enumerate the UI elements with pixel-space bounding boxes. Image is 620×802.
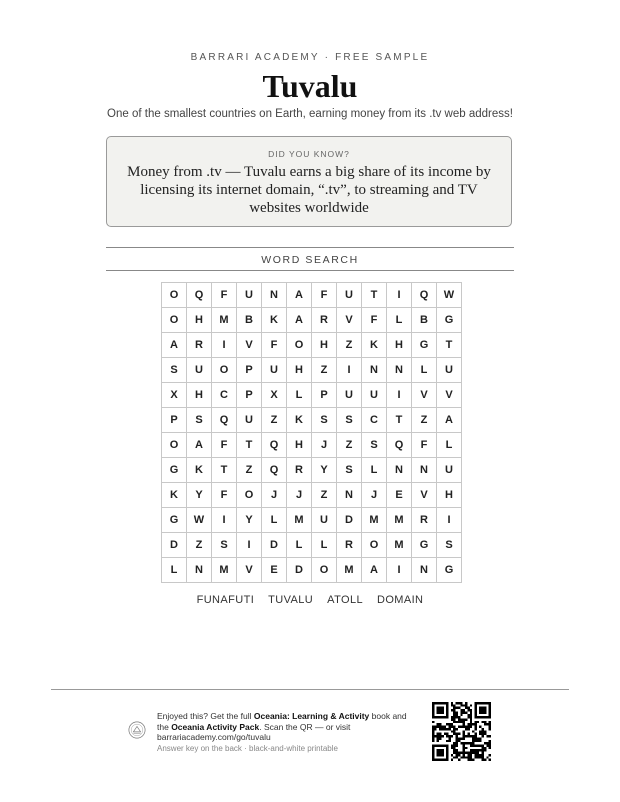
grid-cell[interactable]: O: [162, 433, 187, 458]
grid-cell[interactable]: P: [237, 358, 262, 383]
grid-cell[interactable]: M: [287, 508, 312, 533]
grid-cell[interactable]: N: [362, 358, 387, 383]
grid-cell[interactable]: R: [412, 508, 437, 533]
grid-cell[interactable]: Y: [187, 483, 212, 508]
grid-cell[interactable]: N: [387, 358, 412, 383]
word-search-grid: [161, 282, 462, 583]
grid-cell[interactable]: P: [162, 408, 187, 433]
grid-cell[interactable]: L: [312, 533, 337, 558]
word-list-item: ATOLL: [327, 594, 363, 606]
grid-cell[interactable]: V: [412, 383, 437, 408]
grid-cell[interactable]: V: [412, 483, 437, 508]
grid-cell[interactable]: H: [287, 433, 312, 458]
grid-cell[interactable]: V: [237, 558, 262, 583]
grid-cell[interactable]: H: [387, 333, 412, 358]
grid-cell[interactable]: S: [337, 458, 362, 483]
grid-cell[interactable]: K: [187, 458, 212, 483]
grid-cell[interactable]: N: [262, 283, 287, 308]
grid-cell[interactable]: B: [237, 308, 262, 333]
footer-link-text[interactable]: . Scan the QR — or visit barrariacademy.com/go/tuvalu: [157, 721, 351, 742]
grid-cell[interactable]: P: [237, 383, 262, 408]
grid-cell[interactable]: D: [162, 533, 187, 558]
grid-cell[interactable]: Z: [262, 408, 287, 433]
footer-rule: [51, 689, 569, 690]
grid-row: [162, 283, 462, 308]
grid-cell[interactable]: M: [387, 533, 412, 558]
page-title: Tuvalu: [262, 68, 358, 104]
grid-cell[interactable]: F: [212, 283, 237, 308]
grid-cell[interactable]: H: [187, 308, 212, 333]
grid-cell[interactable]: L: [362, 458, 387, 483]
word-search-heading: WORD SEARCH: [261, 254, 359, 266]
grid-cell[interactable]: G: [162, 508, 187, 533]
grid-cell[interactable]: O: [362, 533, 387, 558]
grid-cell[interactable]: F: [212, 433, 237, 458]
grid-cell[interactable]: Z: [337, 433, 362, 458]
grid-cell[interactable]: Y: [237, 508, 262, 533]
grid-cell[interactable]: J: [362, 483, 387, 508]
grid-cell[interactable]: R: [187, 333, 212, 358]
grid-row: [162, 558, 462, 583]
grid-cell[interactable]: I: [237, 533, 262, 558]
grid-cell[interactable]: S: [337, 408, 362, 433]
grid-cell[interactable]: N: [412, 458, 437, 483]
grid-cell[interactable]: K: [362, 333, 387, 358]
grid-cell[interactable]: O: [212, 358, 237, 383]
grid-cell[interactable]: Z: [187, 533, 212, 558]
footer-note: Answer key on the back · black-and-white printable: [157, 743, 338, 753]
grid-cell[interactable]: Z: [337, 333, 362, 358]
grid-cell[interactable]: H: [287, 358, 312, 383]
grid-cell[interactable]: Z: [412, 408, 437, 433]
grid-cell[interactable]: W: [187, 508, 212, 533]
grid-cell[interactable]: S: [162, 358, 187, 383]
grid-cell[interactable]: S: [362, 433, 387, 458]
grid-cell[interactable]: N: [412, 558, 437, 583]
grid-cell[interactable]: Q: [387, 433, 412, 458]
grid-cell[interactable]: K: [162, 483, 187, 508]
grid-cell[interactable]: E: [262, 558, 287, 583]
grid-cell[interactable]: U: [237, 408, 262, 433]
grid-cell[interactable]: D: [287, 558, 312, 583]
footer-pack-title: Oceania Activity Pack: [171, 721, 260, 732]
grid-cell[interactable]: T: [437, 333, 462, 358]
grid-cell[interactable]: R: [287, 458, 312, 483]
grid-cell[interactable]: Q: [412, 283, 437, 308]
grid-cell[interactable]: I: [337, 358, 362, 383]
grid-row: [162, 508, 462, 533]
footer-middle: book and the: [157, 711, 407, 732]
grid-cell[interactable]: U: [362, 383, 387, 408]
grid-cell[interactable]: L: [287, 383, 312, 408]
grid-cell[interactable]: G: [162, 458, 187, 483]
footer-prefix: Enjoyed this? Get the full: [157, 711, 254, 721]
grid-cell[interactable]: O: [162, 283, 187, 308]
grid-cell[interactable]: P: [312, 383, 337, 408]
grid-cell[interactable]: U: [337, 283, 362, 308]
grid-row: [162, 433, 462, 458]
grid-cell[interactable]: Q: [262, 458, 287, 483]
footer-book-title: Oceania: Learning & Activity: [253, 711, 370, 721]
grid-cell[interactable]: O: [162, 308, 187, 333]
grid-cell[interactable]: Y: [312, 458, 337, 483]
word-list-item: TUVALU: [268, 594, 314, 606]
grid-cell[interactable]: K: [262, 308, 287, 333]
grid-cell[interactable]: N: [187, 558, 212, 583]
grid-cell[interactable]: W: [437, 283, 462, 308]
word-list-item: FUNAFUTI: [196, 594, 255, 606]
grid-cell[interactable]: G: [412, 533, 437, 558]
grid-cell[interactable]: Q: [187, 283, 212, 308]
grid-cell[interactable]: C: [212, 383, 237, 408]
grid-cell[interactable]: J: [262, 483, 287, 508]
grid-cell[interactable]: H: [312, 333, 337, 358]
grid-cell[interactable]: V: [237, 333, 262, 358]
grid-cell[interactable]: H: [437, 483, 462, 508]
grid-cell[interactable]: Z: [237, 458, 262, 483]
grid-cell[interactable]: I: [437, 508, 462, 533]
grid-row: [162, 483, 462, 508]
grid-cell[interactable]: U: [262, 358, 287, 383]
grid-cell[interactable]: I: [212, 508, 237, 533]
grid-cell[interactable]: G: [412, 333, 437, 358]
grid-cell[interactable]: M: [212, 308, 237, 333]
grid-cell[interactable]: Z: [312, 483, 337, 508]
grid-cell[interactable]: N: [337, 483, 362, 508]
grid-cell[interactable]: L: [387, 308, 412, 333]
grid-cell[interactable]: Z: [312, 358, 337, 383]
grid-cell[interactable]: U: [237, 283, 262, 308]
grid-cell[interactable]: A: [187, 433, 212, 458]
grid-cell[interactable]: F: [362, 308, 387, 333]
grid-cell[interactable]: I: [387, 383, 412, 408]
grid-cell[interactable]: T: [237, 433, 262, 458]
grid-row: [162, 308, 462, 333]
academy-seal-icon: [128, 721, 146, 739]
grid-cell[interactable]: I: [387, 558, 412, 583]
grid-cell[interactable]: J: [312, 433, 337, 458]
grid-cell[interactable]: D: [337, 508, 362, 533]
grid-cell[interactable]: J: [287, 483, 312, 508]
grid-row: [162, 383, 462, 408]
grid-cell[interactable]: U: [337, 383, 362, 408]
grid-cell[interactable]: T: [387, 408, 412, 433]
grid-cell[interactable]: E: [387, 483, 412, 508]
word-list: [0, 594, 620, 606]
grid-cell[interactable]: H: [187, 383, 212, 408]
grid-cell[interactable]: U: [187, 358, 212, 383]
grid-cell[interactable]: M: [337, 558, 362, 583]
grid-cell[interactable]: X: [262, 383, 287, 408]
footer-text: [157, 711, 419, 754]
grid-cell[interactable]: O: [287, 333, 312, 358]
grid-cell[interactable]: A: [287, 308, 312, 333]
grid-cell[interactable]: G: [437, 308, 462, 333]
grid-cell[interactable]: U: [437, 358, 462, 383]
grid-cell[interactable]: U: [312, 508, 337, 533]
grid-cell[interactable]: S: [187, 408, 212, 433]
grid-cell[interactable]: S: [212, 533, 237, 558]
grid-row: [162, 333, 462, 358]
grid-cell[interactable]: R: [312, 308, 337, 333]
grid-cell[interactable]: F: [262, 333, 287, 358]
grid-cell[interactable]: M: [387, 508, 412, 533]
grid-cell[interactable]: R: [337, 533, 362, 558]
word-list-item: DOMAIN: [377, 594, 424, 606]
grid-cell[interactable]: I: [387, 283, 412, 308]
did-you-know-text: Money from .tv — Tuvalu earns a big share of its income by licensing its internet domain, “.tv”, to streaming and TV websites worldwide: [127, 164, 491, 216]
grid-cell[interactable]: I: [212, 333, 237, 358]
did-you-know-label: DID YOU KNOW?: [268, 149, 350, 159]
grid-cell[interactable]: U: [437, 458, 462, 483]
grid-cell[interactable]: M: [362, 508, 387, 533]
grid-cell[interactable]: Q: [212, 408, 237, 433]
grid-cell[interactable]: T: [212, 458, 237, 483]
grid-cell[interactable]: L: [437, 433, 462, 458]
grid-row: [162, 533, 462, 558]
grid-cell[interactable]: A: [287, 283, 312, 308]
grid-row: [162, 408, 462, 433]
grid-cell[interactable]: A: [437, 408, 462, 433]
grid-cell[interactable]: N: [387, 458, 412, 483]
qr-code-icon[interactable]: [432, 702, 491, 761]
grid-cell[interactable]: O: [237, 483, 262, 508]
grid-cell[interactable]: O: [312, 558, 337, 583]
grid-cell[interactable]: F: [412, 433, 437, 458]
grid-cell[interactable]: L: [412, 358, 437, 383]
grid-cell[interactable]: S: [312, 408, 337, 433]
grid-cell[interactable]: A: [362, 558, 387, 583]
grid-cell[interactable]: S: [437, 533, 462, 558]
grid-row: [162, 458, 462, 483]
grid-row: [162, 358, 462, 383]
academy-label: BARRARI ACADEMY · FREE SAMPLE: [190, 52, 430, 63]
grid-cell[interactable]: K: [287, 408, 312, 433]
word-search-bottom-rule: [106, 270, 514, 271]
grid-cell[interactable]: A: [162, 333, 187, 358]
grid-cell[interactable]: Q: [262, 433, 287, 458]
grid-cell[interactable]: G: [437, 558, 462, 583]
grid-cell[interactable]: B: [412, 308, 437, 333]
grid-cell[interactable]: V: [337, 308, 362, 333]
grid-cell[interactable]: F: [312, 283, 337, 308]
grid-cell[interactable]: X: [162, 383, 187, 408]
grid-cell[interactable]: L: [162, 558, 187, 583]
grid-cell[interactable]: C: [362, 408, 387, 433]
grid-cell[interactable]: F: [212, 483, 237, 508]
grid-cell[interactable]: L: [287, 533, 312, 558]
word-search-top-rule: [106, 247, 514, 248]
page-subtitle: One of the smallest countries on Earth, earning money from its .tv web address!: [107, 108, 513, 120]
grid-cell[interactable]: L: [262, 508, 287, 533]
grid-cell[interactable]: D: [262, 533, 287, 558]
did-you-know-box: [106, 136, 512, 227]
grid-cell[interactable]: V: [437, 383, 462, 408]
grid-cell[interactable]: M: [212, 558, 237, 583]
grid-cell[interactable]: T: [362, 283, 387, 308]
